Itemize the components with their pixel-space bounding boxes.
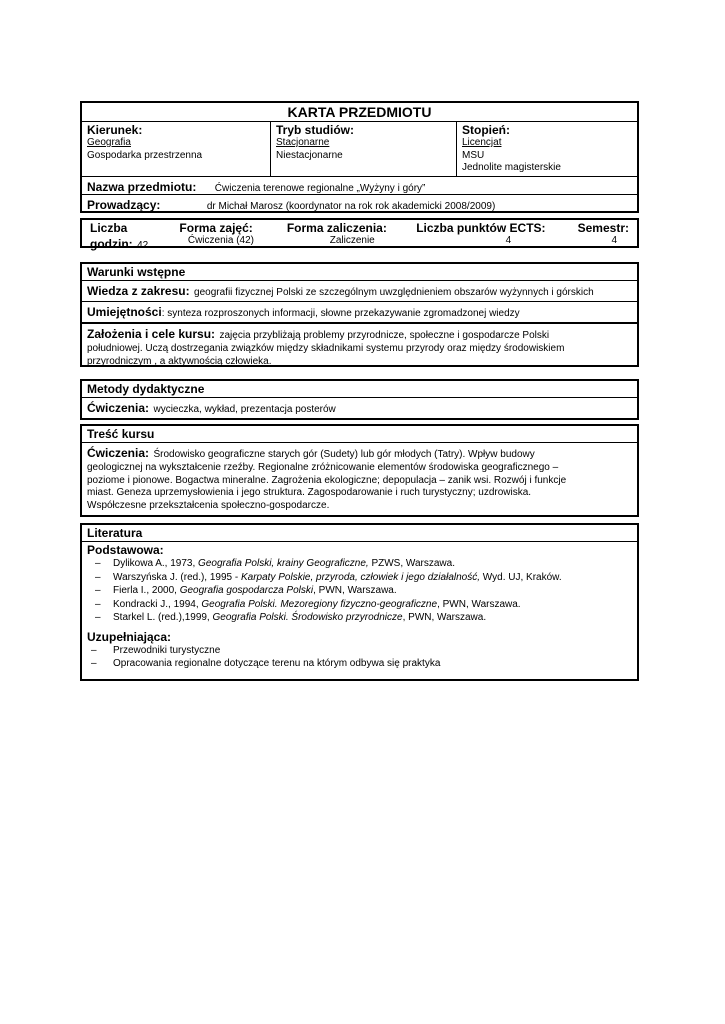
goals-line	[87, 325, 632, 343]
methods-box	[80, 379, 639, 420]
goals-box	[80, 322, 639, 367]
kierunek-label: Kierunek:	[87, 123, 143, 137]
wiedza-label: Wiedza z zakresu:	[87, 284, 190, 298]
course-card-header	[80, 101, 639, 213]
prowadzacy-label: Prowadzący:	[87, 197, 161, 212]
literatura-body	[82, 542, 637, 672]
metody-value: wycieczka, wykład, prezentacja posterów	[153, 404, 336, 415]
tryb-value: Niestacjonarne	[276, 149, 343, 161]
kierunek-cell	[82, 122, 271, 176]
forma-zaliczenia-value: Zaliczenie	[329, 235, 375, 246]
tresc-text: Środowisko geograficzne starych gór (Sudety) lub gór młodych (Tatry). Wpływ budowy	[153, 449, 535, 460]
stopien-value: Licencjat	[462, 137, 502, 148]
tresc-text: geologicznej na wykształcenie rzeźby. Regionalne zróżnicowanie elementów środowiska geograficznego –	[87, 462, 559, 473]
stopien-label: Stopień:	[462, 123, 510, 137]
tresc-title: Treść kursu	[82, 426, 637, 443]
semestr-label: Semestr:	[577, 221, 629, 235]
content-box	[80, 424, 639, 517]
warunki-title: Warunki wstępne	[82, 264, 637, 281]
card-title: KARTA PRZEDMIOTU	[82, 103, 637, 122]
tresc-text: Współczesne przekształcenia społeczno-gospodarcze.	[87, 499, 330, 511]
literatura-title: Literatura	[82, 525, 637, 542]
tresc-label: Ćwiczenia:	[87, 446, 150, 460]
liczba-label: Liczba	[90, 221, 128, 235]
godzin-label: godzin:	[90, 237, 133, 251]
kierunek-value: Gospodarka przestrzenna	[87, 149, 203, 161]
goals-text: południowej. Uczą dostrzegania związków między składnikami systemu przyrody oraz między środowiskiem	[87, 343, 565, 354]
tryb-cell	[271, 122, 457, 176]
metody-row	[82, 398, 637, 418]
list-item: – Fierla I., 2000, Geografia gospodarcza Polski, PWN, Warszawa.	[87, 584, 632, 598]
umiejetnosci-row	[82, 302, 637, 322]
list-item: – Przewodniki turystyczne	[87, 644, 632, 658]
goals-text: zajęcia przybliżają problemy przyrodnicze, społeczne i gospodarcze Polski	[219, 330, 550, 341]
prowadzacy-row	[82, 195, 637, 211]
wiedza-row	[82, 281, 637, 302]
study-info-row	[82, 122, 637, 177]
ects-value: 4	[505, 235, 512, 246]
list-item: – Dylikowa A., 1973, Geografia Polski, krainy Geograficzne, PZWS, Warszawa.	[87, 557, 632, 571]
kierunek-value: Geografia	[87, 137, 131, 148]
podstawowa-label: Podstawowa:	[87, 543, 164, 557]
metody-label: Ćwiczenia:	[87, 401, 150, 415]
semestr-value: 4	[611, 235, 617, 246]
goals-label: Założenia i cele kursu:	[87, 327, 216, 341]
uzupelniajaca-label: Uzupełniająca:	[87, 629, 172, 644]
uzupelniajaca-list	[87, 644, 632, 671]
umiejetnosci-value: : synteza rozproszonych informacji, słowne przekazywanie zgromadzonej wiedzy	[161, 308, 520, 319]
stopien-value: Jednolite magisterskie	[462, 162, 561, 173]
goals-text: przyrodniczym , a aktywnością człowieka.	[87, 355, 272, 367]
hours-box	[80, 218, 639, 251]
prowadzacy-value: dr Michał Marosz (koordynator na rok rok akademicki 2008/2009)	[206, 200, 496, 212]
tryb-label: Tryb studiów:	[276, 123, 354, 137]
tryb-value: Stacjonarne	[276, 137, 330, 148]
prerequisites-box	[80, 262, 639, 324]
liczba-value: 42	[137, 240, 149, 251]
list-item: – Kondracki J., 1994, Geografia Polski. Mezoregiony fizyczno-geograficzne, PWN, Warszawa.	[87, 598, 632, 612]
podstawowa-list	[87, 557, 632, 625]
list-item: – Opracowania regionalne dotyczące terenu na którym odbywa się praktyka	[87, 657, 632, 671]
list-item: – Warszyńska J. (red.), 1995 - Karpaty Polskie, przyroda, człowiek i jego działalność, Wyd. UJ, Kraków.	[87, 571, 632, 585]
nazwa-label: Nazwa przedmiotu:	[87, 179, 197, 194]
tresc-text: miast. Geneza uprzemysłowienia i jego struktura. Zagospodarowanie i ruch turystyczny; uzdrowiska.	[87, 487, 532, 498]
forma-zajec-value: Ćwiczenia (42)	[187, 235, 254, 246]
hours-labels	[90, 221, 629, 235]
tresc-body	[82, 443, 637, 515]
nazwa-value: Ćwiczenia terenowe regionalne „Wyżyny i góry”	[214, 182, 426, 194]
umiejetnosci-label: Umiejętności	[87, 305, 162, 319]
wiedza-value: geografii fizycznej Polski ze szczególnym uwzględnieniem obszarów wyżynnych i górskich	[194, 287, 594, 298]
forma-zajec-label: Forma zajęć:	[179, 221, 253, 235]
literature-box	[80, 523, 639, 681]
nazwa-row	[82, 177, 637, 195]
tresc-text: poziome i pionowe. Bogactwa mineralne. Zagrożenia ekologiczne; depopulacja – zanik wsi. Rozwój i funkcje	[87, 474, 567, 486]
stopien-cell	[457, 122, 637, 176]
forma-zaliczenia-label: Forma zaliczenia:	[286, 221, 387, 235]
stopien-value: MSU	[462, 149, 485, 161]
ects-label: Liczba punktów ECTS:	[416, 221, 546, 235]
hours-values	[90, 235, 629, 253]
metody-title: Metody dydaktyczne	[82, 381, 637, 398]
list-item: – Starkel L. (red.),1999, Geografia Polski. Środowisko przyrodnicze, PWN, Warszawa.	[87, 611, 632, 625]
